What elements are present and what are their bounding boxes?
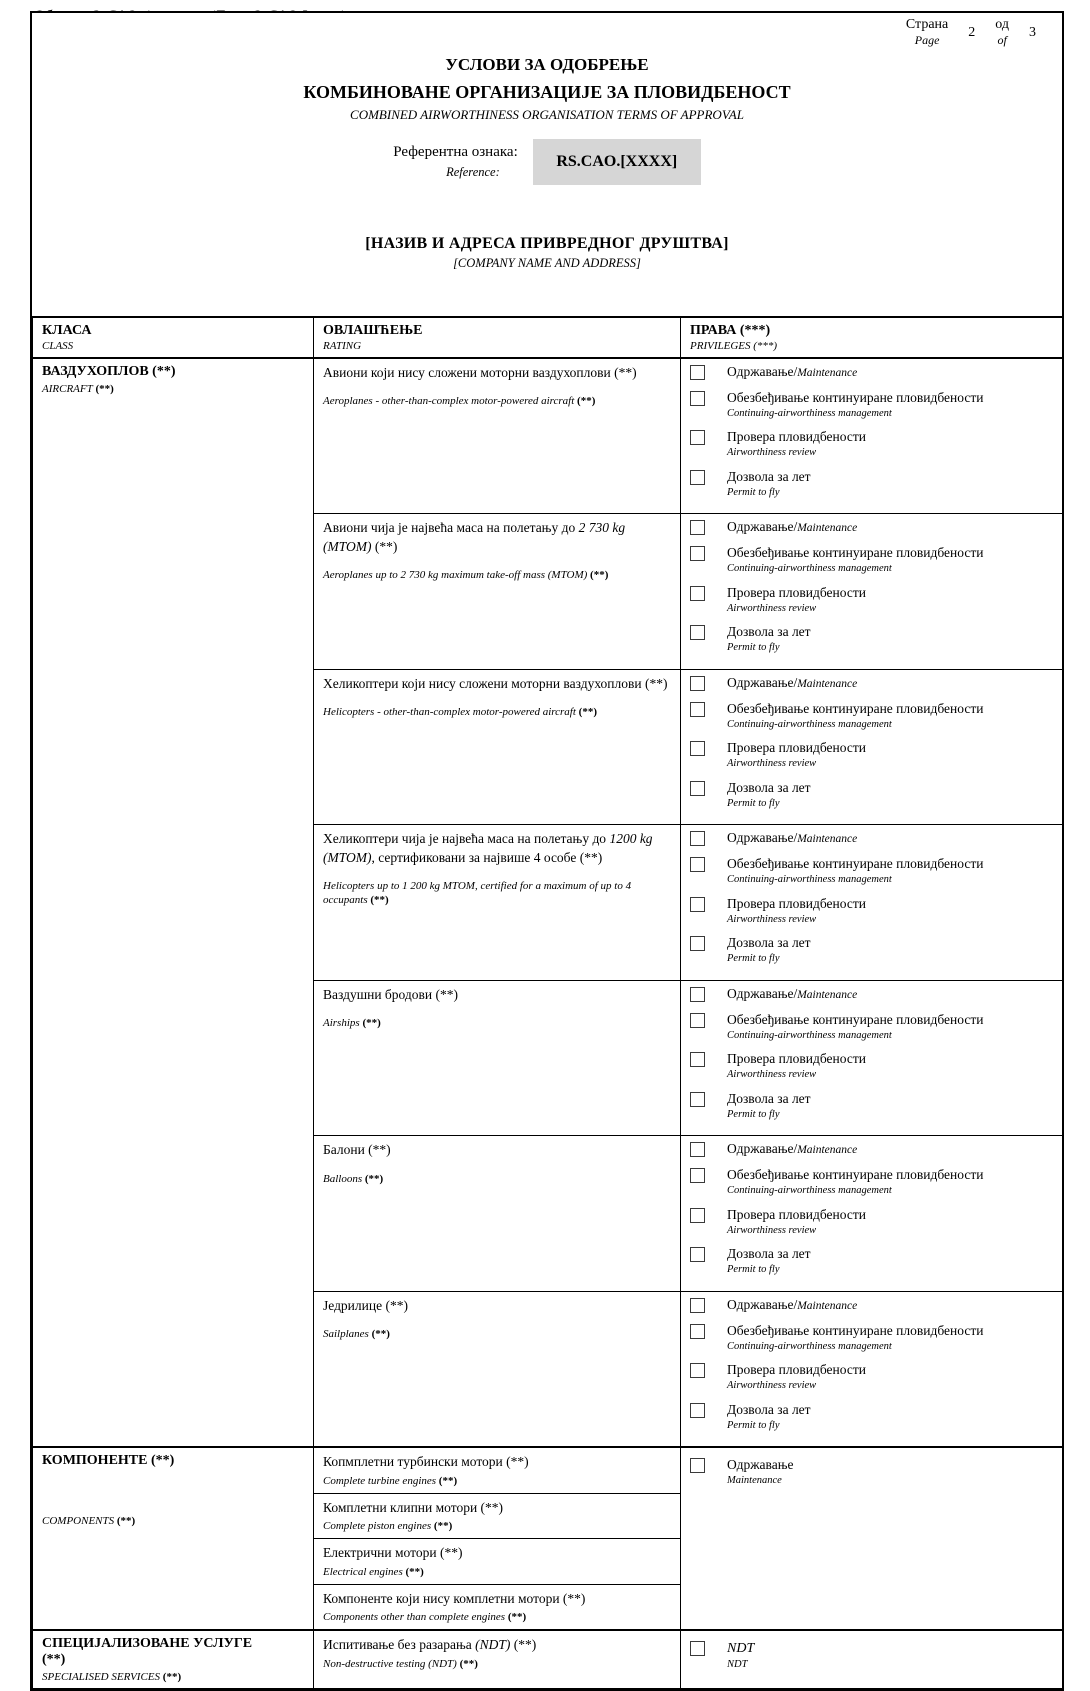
privilege-label <box>727 780 811 811</box>
privilege-label-sr: Провера пловидбености <box>727 740 866 756</box>
privilege-checkbox[interactable] <box>690 586 705 601</box>
table-row-aircraft-1 <box>33 358 1063 514</box>
privilege-label <box>727 740 866 771</box>
privilege-item <box>690 701 1053 732</box>
rating-cell <box>314 825 681 980</box>
privilege-label-sr: Дозвола за лет <box>727 779 811 795</box>
privilege-item <box>690 390 1053 421</box>
privilege-item <box>690 935 1053 966</box>
privilege-label-en: Airworthiness review <box>727 1380 817 1392</box>
privilege-label-en: Maintenance <box>797 833 858 846</box>
privilege-checkbox[interactable] <box>690 1052 705 1067</box>
privilege-label-sr: Провера пловидбености <box>727 429 866 445</box>
privilege-checkbox[interactable] <box>690 781 705 796</box>
reference-value-box: RS.CAO.[XXXX] <box>533 139 701 185</box>
privilege-item <box>690 1323 1053 1354</box>
rating-text-en: Components other than complete engines (**) <box>323 1611 527 1624</box>
privilege-label-sr: Одржавање/ <box>727 1141 798 1157</box>
class-name-sr: ВАЗДУХОПЛОВ (**) <box>42 364 176 379</box>
privilege-label-sr: Дозвола за лет <box>727 1401 811 1417</box>
privilege-checkbox[interactable] <box>690 546 705 561</box>
privilege-label-sr: Провера пловидбености <box>727 895 866 911</box>
page-label-sr: Страна <box>905 17 949 32</box>
privilege-label-sr: Одржавање/ <box>727 1296 798 1312</box>
privilege-checkbox[interactable] <box>690 1403 705 1418</box>
privilege-checkbox[interactable] <box>690 1458 705 1473</box>
privilege-label-sr: Одржавање/ <box>727 364 798 379</box>
privilege-label <box>727 1051 866 1082</box>
privilege-item <box>690 896 1053 927</box>
privilege-checkbox[interactable] <box>690 1168 705 1183</box>
rating-text-sr: Једрилице (**) <box>323 1297 408 1313</box>
privilege-label-sr: Обезбеђивање континуиране пловидбености <box>727 1167 984 1183</box>
rating-text-sr: Копмплетни турбински мотори (**) <box>323 1454 529 1470</box>
rating-text-sr: Електрични мотори (**) <box>323 1545 463 1561</box>
privilege-item <box>690 740 1053 771</box>
rating-cell <box>314 980 681 1135</box>
page-number: 2 <box>968 24 976 40</box>
privilege-item <box>690 1051 1053 1082</box>
reference-row <box>32 139 1062 185</box>
class-cell-services <box>33 1630 314 1689</box>
rating-cell <box>314 1539 681 1585</box>
rating-text-en: Non-destructive testing (NDT) (**) <box>323 1657 478 1670</box>
privilege-label-sr: Провера пловидбености <box>727 1362 866 1378</box>
privilege-checkbox[interactable] <box>690 741 705 756</box>
privilege-label-en: Airworthiness review <box>727 913 817 925</box>
total-pages: 3 <box>1029 24 1036 40</box>
privilege-label-en: Permit to fly <box>727 1419 780 1431</box>
privilege-label-en: Maintenance <box>797 1144 858 1157</box>
privilege-label <box>727 1012 983 1043</box>
privilege-label <box>727 390 983 421</box>
privilege-label <box>727 1457 793 1488</box>
privilege-checkbox[interactable] <box>690 936 705 951</box>
privilege-label-en: Continuing-airworthiness management <box>727 1185 892 1197</box>
reference-label-sr: Референтна ознака: <box>393 144 518 160</box>
privilege-item <box>690 856 1053 887</box>
privileges-cell <box>681 1447 1063 1630</box>
rating-text-en: Balloons (**) <box>323 1172 384 1185</box>
rating-text-sr: Авиони чија је највећа маса на полетању до 2 730 kg (MTOM) (**) <box>323 520 626 554</box>
privilege-label-sr: Одржавање/ <box>727 674 798 690</box>
privilege-label <box>727 830 857 847</box>
privilege-checkbox[interactable] <box>690 1641 705 1656</box>
rating-text-en: Electrical engines (**) <box>323 1565 424 1578</box>
privilege-label-en: NDT <box>727 1658 748 1670</box>
privilege-checkbox[interactable] <box>690 1363 705 1378</box>
privilege-label <box>727 1323 983 1354</box>
privilege-item <box>690 986 1053 1003</box>
privilege-item <box>690 1640 1053 1671</box>
column-header-rating-en: RATING <box>323 340 362 352</box>
privilege-checkbox[interactable] <box>690 831 705 846</box>
privilege-label-sr: Дозвола за лет <box>727 935 811 951</box>
privilege-label <box>727 1091 811 1122</box>
privilege-label <box>727 429 866 460</box>
privilege-item <box>690 1297 1053 1314</box>
privilege-item <box>690 1402 1053 1433</box>
privilege-label-sr: Обезбеђивање континуиране пловидбености <box>727 1322 984 1338</box>
table-row-components-1 <box>33 1447 1063 1493</box>
privilege-item <box>690 1362 1053 1393</box>
of-label <box>995 17 1009 48</box>
privilege-label-en: Airworthiness review <box>727 1224 817 1236</box>
privilege-label-en: Maintenance <box>797 677 858 690</box>
page-label <box>906 17 948 48</box>
class-name-en: SPECIALISED SERVICES (**) <box>42 1671 182 1684</box>
privilege-label-en: Maintenance <box>797 367 858 379</box>
privilege-label-en: Permit to fly <box>727 1264 780 1276</box>
rating-cell <box>314 1630 681 1689</box>
privileges-cell <box>681 669 1063 824</box>
privilege-checkbox[interactable] <box>690 676 705 691</box>
privilege-label <box>727 896 866 927</box>
privilege-checkbox[interactable] <box>690 430 705 445</box>
rating-text-sr: Хеликоптери који нису сложени моторни ваздухоплови (**) <box>323 675 668 691</box>
privilege-label-sr: Одржавање/ <box>727 830 798 846</box>
privilege-label <box>727 1167 983 1198</box>
privilege-checkbox[interactable] <box>690 897 705 912</box>
privilege-checkbox[interactable] <box>690 470 705 485</box>
privileges-cell <box>681 1630 1063 1689</box>
privilege-label-sr: Одржавање/ <box>727 519 798 535</box>
rating-text-sr: Авиони који нису сложени моторни ваздухоплови (**) <box>323 365 637 380</box>
rating-cell <box>314 514 681 669</box>
class-name-en: AIRCRAFT (**) <box>42 383 114 395</box>
privilege-checkbox[interactable] <box>690 1247 705 1262</box>
approval-table-body <box>33 358 1063 1689</box>
page-number-block <box>906 17 1040 48</box>
rating-cell <box>314 1493 681 1539</box>
column-header-privileges <box>681 317 1063 358</box>
rating-text-sr: Испитивање без разарања (NDT) (**) <box>323 1637 537 1653</box>
privilege-label-sr: Провера пловидбености <box>727 1206 866 1222</box>
company-name-sr: [НАЗИВ И АДРЕСА ПРИВРЕДНОГ ДРУШТВА] <box>365 235 729 252</box>
privilege-label-en: Continuing-airworthiness management <box>727 874 892 886</box>
privileges-cell <box>681 980 1063 1135</box>
privilege-item <box>690 1246 1053 1277</box>
privilege-label-en: Maintenance <box>797 988 858 1001</box>
form-page <box>30 11 1064 1691</box>
privilege-label-sr: Обезбеђивање континуиране пловидбености <box>727 545 984 561</box>
privilege-label-en: Maintenance <box>727 1475 782 1487</box>
privilege-label-en: Airworthiness review <box>727 602 817 614</box>
privilege-checkbox[interactable] <box>690 1013 705 1028</box>
privilege-label-sr: Одржавање/ <box>727 985 798 1001</box>
privilege-label-en: Airworthiness review <box>727 1069 817 1081</box>
privilege-label-sr: Обезбеђивање континуиране пловидбености <box>727 389 984 405</box>
privilege-label <box>727 1402 811 1433</box>
form-title-english: COMBINED AIRWORTHINESS ORGANISATION TERMS OF APPROVAL <box>350 107 744 122</box>
table-header-row <box>33 317 1063 358</box>
privilege-label-sr: Дозвола за лет <box>727 1246 811 1262</box>
column-header-class <box>33 317 314 358</box>
privilege-item <box>690 1167 1053 1198</box>
privilege-checkbox[interactable] <box>690 857 705 872</box>
privilege-label-en: Permit to fly <box>727 486 780 498</box>
privilege-label <box>727 1207 866 1238</box>
privilege-item <box>690 624 1053 655</box>
privilege-checkbox[interactable] <box>690 391 705 406</box>
privilege-label-en: Continuing-airworthiness management <box>727 563 892 575</box>
privilege-checkbox[interactable] <box>690 1208 705 1223</box>
privilege-checkbox[interactable] <box>690 520 705 535</box>
privilege-label <box>727 585 866 616</box>
rating-text-en: Sailplanes (**) <box>323 1328 390 1341</box>
privilege-label-en: Permit to fly <box>727 953 780 965</box>
column-header-class-en: CLASS <box>42 340 74 352</box>
rating-text-en: Helicopters up to 1 200 kg MTOM, certified for a maximum of up to 4 occupants (**) <box>323 879 632 907</box>
privilege-label <box>727 364 857 381</box>
privileges-cell <box>681 1291 1063 1447</box>
privilege-checkbox[interactable] <box>690 625 705 640</box>
rating-text-en: Airships (**) <box>323 1017 381 1030</box>
privilege-item <box>690 469 1053 500</box>
rating-text-sr: Комплетни клипни мотори (**) <box>323 1499 504 1515</box>
privilege-label <box>727 675 857 692</box>
privilege-checkbox[interactable] <box>690 1324 705 1339</box>
privilege-checkbox[interactable] <box>690 1092 705 1107</box>
privilege-item <box>690 585 1053 616</box>
privilege-item <box>690 519 1053 536</box>
privilege-label-sr: Дозвола за лет <box>727 468 811 484</box>
privilege-item <box>690 675 1053 692</box>
privilege-label-en: Permit to fly <box>727 1108 780 1120</box>
privilege-label-en: Maintenance <box>797 522 858 535</box>
column-header-rating-sr: ОВЛАШЋЕЊЕ <box>323 323 423 338</box>
column-header-privileges-en: PRIVILEGES (***) <box>690 340 778 352</box>
rating-cell <box>314 1584 681 1630</box>
form-title-line2: КОМБИНОВАНЕ ОРГАНИЗАЦИЈЕ ЗА ПЛОВИДБЕНОСТ <box>303 82 791 102</box>
approval-table <box>32 316 1063 1689</box>
rating-text-sr: Балони (**) <box>323 1142 391 1158</box>
rating-text-en: Aeroplanes - other-than-complex motor-powered aircraft (**) <box>323 395 596 408</box>
privilege-label-en: Continuing-airworthiness management <box>727 1029 892 1041</box>
rating-text-en: Complete piston engines (**) <box>323 1520 453 1533</box>
privileges-cell <box>681 1136 1063 1291</box>
privilege-label-en: Airworthiness review <box>727 447 817 459</box>
privilege-item <box>690 1141 1053 1158</box>
table-row-services-1 <box>33 1630 1063 1689</box>
privilege-label-en: Airworthiness review <box>727 758 817 770</box>
rating-text-sr: Компоненте који нису комплетни мотори (**) <box>323 1590 586 1606</box>
rating-cell <box>314 669 681 824</box>
rating-text-en: Helicopters - other-than-complex motor-powered aircraft (**) <box>323 706 597 719</box>
privilege-label-en: Continuing-airworthiness management <box>727 718 892 730</box>
privilege-label-en: Maintenance <box>797 1299 858 1312</box>
privilege-label-sr: NDT <box>727 1641 755 1657</box>
class-name-sr: СПЕЦИЈАЛИЗОВАНЕ УСЛУГЕ (**) <box>42 1636 253 1668</box>
privilege-item <box>690 1457 1053 1488</box>
rating-text-en: Complete turbine engines (**) <box>323 1474 458 1487</box>
class-cell-aircraft <box>33 358 314 1447</box>
privilege-label <box>727 1246 811 1277</box>
privilege-label-en: Permit to fly <box>727 642 780 654</box>
reference-label-en: Reference: <box>446 165 500 179</box>
of-label-en: of <box>997 33 1007 47</box>
privilege-item <box>690 364 1053 381</box>
rating-cell <box>314 1291 681 1447</box>
privilege-label <box>727 986 857 1003</box>
class-name-sr: КОМПОНЕНТЕ (**) <box>42 1453 175 1469</box>
privilege-label <box>727 545 983 576</box>
privilege-checkbox[interactable] <box>690 702 705 717</box>
privilege-label <box>727 519 857 536</box>
column-header-privileges-sr: ПРАВА (***) <box>690 323 771 338</box>
privilege-label-en: Continuing-airworthiness management <box>727 407 892 419</box>
privileges-cell <box>681 358 1063 514</box>
privilege-label <box>727 935 811 966</box>
column-header-rating <box>314 317 681 358</box>
privilege-label <box>727 624 811 655</box>
rating-text-sr: Хеликоптери чија је највећа маса на полетању до 1200 kg (MTOM), сертификовани за највише 4 особе (**) <box>323 831 653 865</box>
privilege-label-sr: Обезбеђивање континуиране пловидбености <box>727 700 984 716</box>
company-block <box>32 235 1062 271</box>
privilege-label <box>727 1362 866 1393</box>
privilege-label-en: Continuing-airworthiness management <box>727 1340 892 1352</box>
privilege-label <box>727 701 983 732</box>
class-name-en: COMPONENTS (**) <box>42 1515 136 1528</box>
of-label-sr: од <box>995 17 1009 32</box>
privileges-cell <box>681 514 1063 669</box>
privilege-label <box>727 469 811 500</box>
privilege-item <box>690 545 1053 576</box>
privilege-label <box>727 1141 857 1158</box>
rating-cell <box>314 1447 681 1493</box>
privilege-label <box>727 1640 754 1671</box>
privilege-checkbox[interactable] <box>690 1298 705 1313</box>
privilege-label-en: Permit to fly <box>727 797 780 809</box>
rating-cell <box>314 1136 681 1291</box>
rating-text-sr: Ваздушни бродови (**) <box>323 986 458 1002</box>
privilege-label-sr: Обезбеђивање континуиране пловидбености <box>727 1011 984 1027</box>
company-name-en: [COMPANY NAME AND ADDRESS] <box>453 256 641 270</box>
privilege-item <box>690 830 1053 847</box>
form-title-line1: УСЛОВИ ЗА ОДОБРЕЊЕ <box>445 55 649 74</box>
column-header-class-sr: КЛАСА <box>42 323 92 338</box>
privilege-item <box>690 429 1053 460</box>
rating-cell <box>314 358 681 514</box>
privilege-item <box>690 1207 1053 1238</box>
privilege-label-sr: Обезбеђивање континуиране пловидбености <box>727 856 984 872</box>
privilege-label-sr: Провера пловидбености <box>727 584 866 600</box>
privilege-item <box>690 780 1053 811</box>
privilege-checkbox[interactable] <box>690 1142 705 1157</box>
rating-text-en: Aeroplanes up to 2 730 kg maximum take-off mass (MTOM) (**) <box>323 568 609 581</box>
privilege-checkbox[interactable] <box>690 987 705 1002</box>
privilege-label <box>727 856 983 887</box>
privilege-label-sr: Одржавање <box>727 1457 794 1473</box>
page-label-en: Page <box>914 33 940 47</box>
privilege-label-sr: Провера пловидбености <box>727 1051 866 1067</box>
class-cell-components <box>33 1447 314 1630</box>
privilege-item <box>690 1091 1053 1122</box>
reference-labels <box>393 139 518 180</box>
privilege-item <box>690 1012 1053 1043</box>
privilege-label-sr: Дозвола за лет <box>727 1090 811 1106</box>
privilege-label-sr: Дозвола за лет <box>727 624 811 640</box>
privilege-checkbox[interactable] <box>690 365 705 380</box>
privilege-label <box>727 1297 857 1314</box>
privileges-cell <box>681 825 1063 980</box>
